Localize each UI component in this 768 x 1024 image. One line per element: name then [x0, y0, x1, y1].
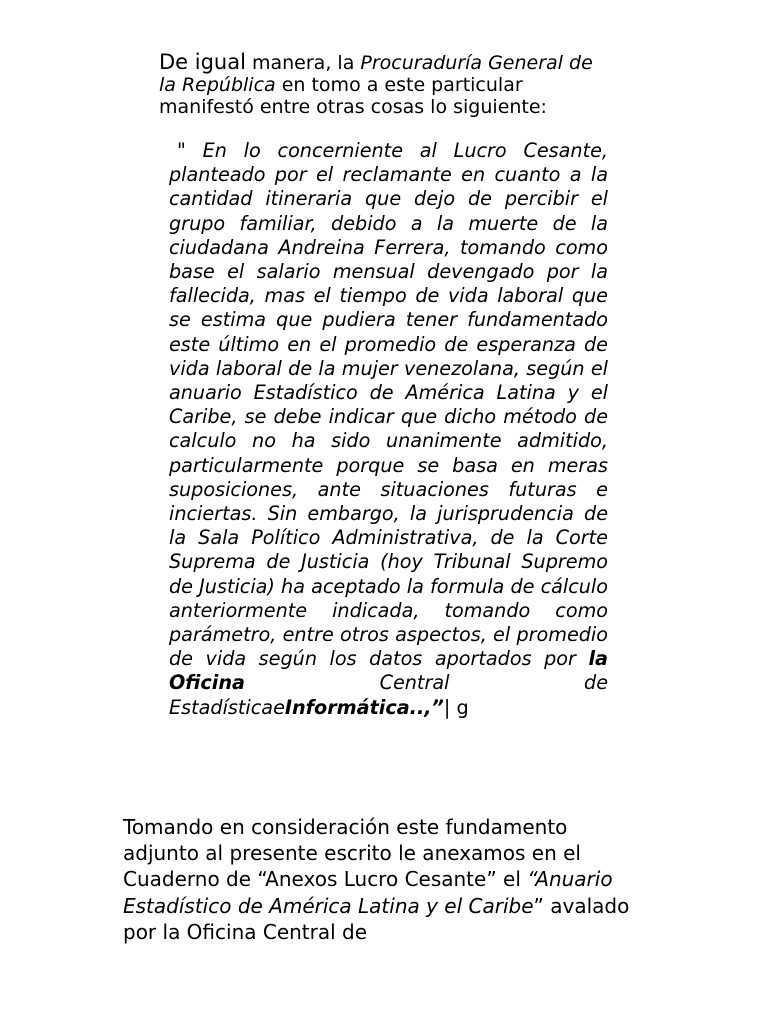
- quote-mid: Central de Estadísticae: [169, 671, 608, 719]
- quote-open-mark: ": [177, 139, 186, 162]
- intro-lead: De igual: [159, 50, 246, 74]
- quote-bold-2: Informática..,”: [284, 695, 444, 719]
- closing-italic-title: “Anuario Estadístico de América Latina y el Caribe: [123, 867, 613, 918]
- intro-italic-entity: Procuraduría General de la República: [159, 52, 593, 96]
- closing-text-2: ” avalado por la Oficina Central de: [123, 893, 630, 944]
- quote-bold-1: la Oficina: [169, 647, 608, 695]
- intro-text-2: en tomo a este particular manifestó entre otras cosas lo siguiente:: [159, 74, 547, 118]
- closing-text-1: Tomando en consideración este fundamento adjunto al presente escrito le anexamos en el Cuaderno de “Anexos Lucro Cesante” el: [123, 815, 581, 892]
- intro-text-1: manera, la: [245, 52, 361, 74]
- block-quote: [169, 139, 608, 720]
- quote-tail: | g: [443, 695, 469, 719]
- quote-body: En lo concerniente al Lucro Cesante, planteado por el reclamante en cuanto a la cantidad itineraria que dejo de percibir el grupo familiar, debido a la muerte de la ciudadana Andreina Ferrera, tomando como base el salario mensual devengado por la fallecida, mas el tiempo de vida laboral que se estima que pudiera tener fundamentado este último en el promedio de esperanza de vida laboral de la mujer venezolana, según el anuario Estadístico de América Latina y el Caribe, se debe indicar que dicho método de calculo no ha sido unanimente admitido, particularmente porque se basa en meras suposiciones, ante situaciones futuras e inciertas. Sin embargo, la jurisprudencia de la Sala Político Administrativa, de la Corte Suprema de Justicia (hoy Tribunal Supremo de Justicia) ha aceptado la formula de cálculo anteriormente indicada, tomando como parámetro, entre otros aspectos, el promedio de vida según los datos aportados por: [169, 139, 608, 671]
- closing-paragraph: [123, 814, 643, 945]
- intro-paragraph: [159, 51, 614, 118]
